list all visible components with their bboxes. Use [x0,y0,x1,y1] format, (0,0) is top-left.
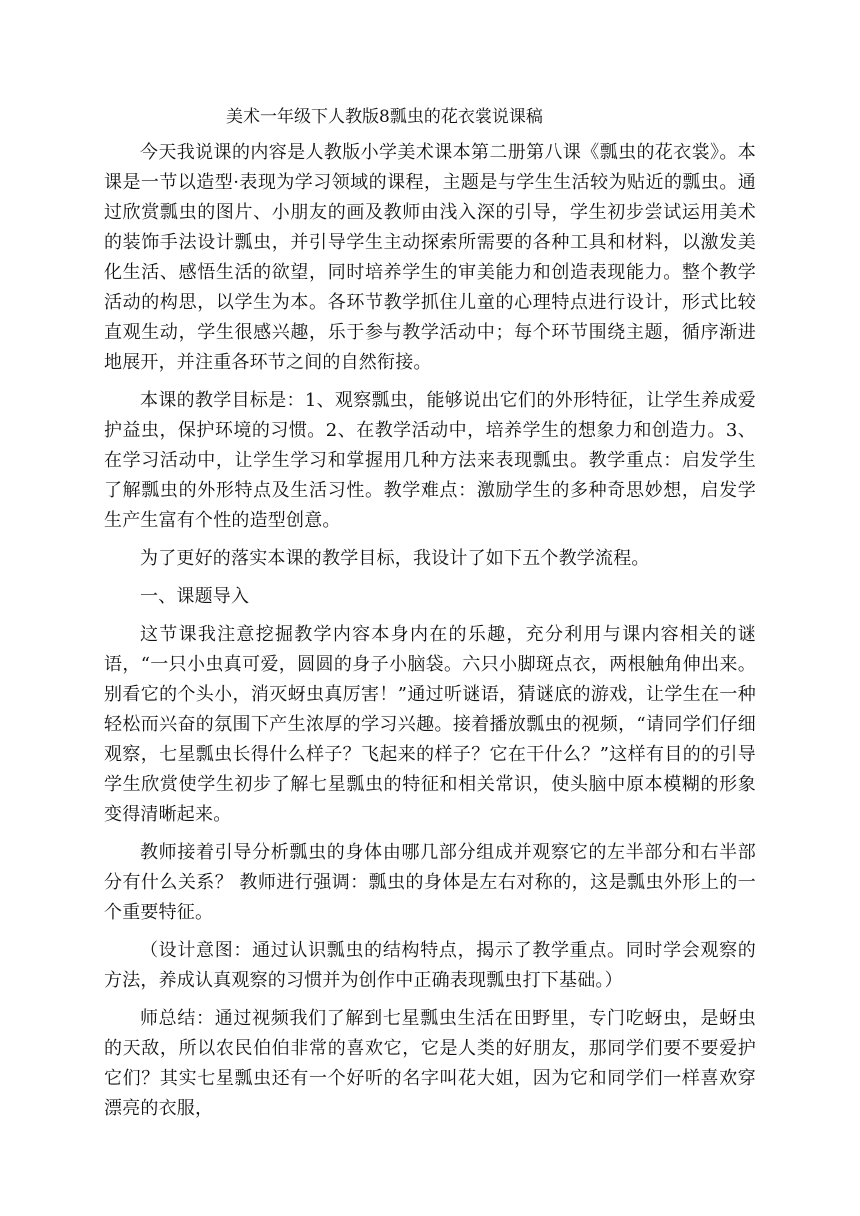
document-page [104,104,756,1132]
section-heading-lesson-intro: 一、课题导入 [140,586,250,607]
paragraph-body-analysis: 教师接着引导分析瓢虫的身体由哪几部分组成并观察它的左半部分和右半部分有什么关系？ 教师进行强调：瓢虫的身体是左右对称的，这是瓢虫外形上的一个重要特征。 [104,842,756,923]
paragraph-intro: 今天我说课的内容是人教版小学美术课本第二册第八课《瓢虫的花衣裳》。本课是一节以造型·表现为学习领域的课程，主题是与学生生活较为贴近的瓢虫。通过欣赏瓢虫的图片、小朋友的画及教师由浅入深的引导，学生初步尝试运用美术的装饰手法设计瓢虫，并引导学生主动探索所需要的各种工具和材料，以激发美化生活、感悟生活的欲望，同时培养学生的审美能力和创造表现能力。整个教学活动的构思，以学生为本。各环节教学抓住儿童的心理特点进行设计，形式比较直观生动，学生很感兴趣，乐于参与教学活动中；每个环节围绕主题，循序渐进地展开，并注重各环节之间的自然衔接。 [104,142,756,373]
document-title: 美术一年级下人教版8瓢虫的花衣裳说课稿 [226,107,543,127]
paragraph-riddle: 这节课我注意挖掘教学内容本身内在的乐趣，充分利用与课内容相关的谜语，“一只小虫真可爱，圆圆的身子小脑袋。六只小脚斑点衣，两根触角伸出来。别看它的个头小，消灭蚜虫真厉害！”通过听谜语，猜谜底的游戏，让学生在一种轻松而兴奋的氛围下产生浓厚的学习兴趣。接着播放瓢虫的视频，“请同学们仔细观察，七星瓢虫长得什么样子？飞起来的样子？它在干什么？”这样有目的的引导学生欣赏使学生初步了解七星瓢虫的特征和相关常识，使头脑中原本模糊的形象变得清晰起来。 [104,624,756,825]
paragraph-objectives: 本课的教学目标是：1、观察瓢虫，能够说出它们的外形特征，让学生养成爱护益虫，保护环境的习惯。2、在教学活动中，培养学生的想象力和创造力。3、在学习活动中，让学生学习和掌握用几种方法来表现瓢虫。教学重点：启发学生了解瓢虫的外形特点及生活习性。教学难点：激励学生的多种奇思妙想，启发学生产生富有个性的造型创意。 [104,390,756,531]
paragraph-design-intent: （设计意图：通过认识瓢虫的结构特点，揭示了教学重点。同时学会观察的方法，养成认真观察的习惯并为创作中正确表现瓢虫打下基础。） [104,940,756,991]
paragraph-process-intro: 为了更好的落实本课的教学目标，我设计了如下五个教学流程。 [140,548,650,569]
paragraph-teacher-summary: 师总结：通过视频我们了解到七星瓢虫生活在田野里，专门吃蚜虫，是蚜虫的天敌，所以农民伯伯非常的喜欢它，它是人类的好朋友，那同学们要不要爱护它们？其实七星瓢虫还有一个好听的名字叫花大姐，因为它和同学们一样喜欢穿漂亮的衣服， [104,1008,756,1119]
